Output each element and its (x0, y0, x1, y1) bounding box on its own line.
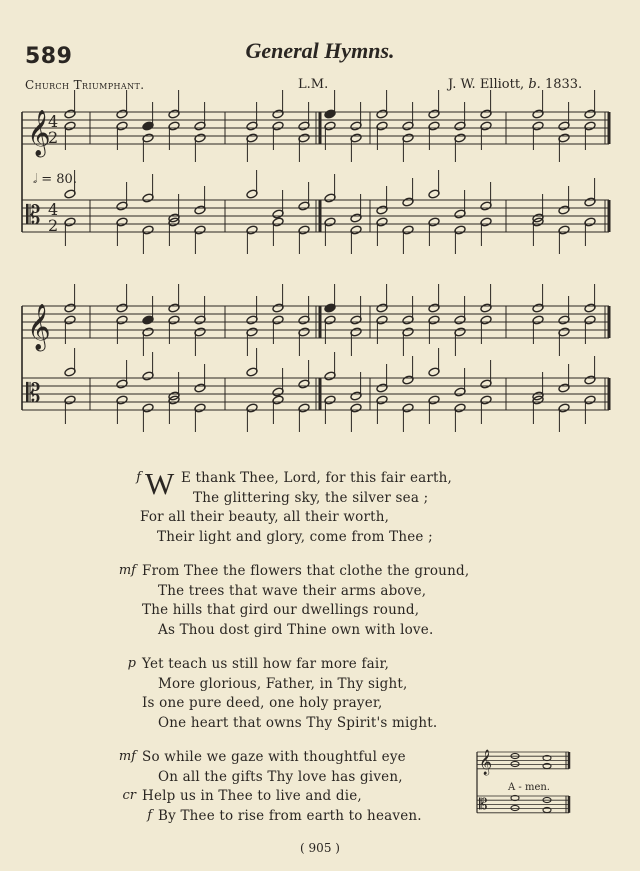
amen-treble-clef-icon: 𝄞 (479, 750, 493, 775)
verse-line: From Thee the flowers that clothe the ground, (142, 563, 470, 579)
tempo-mark: 𝅗𝅥 = 80. (33, 172, 77, 187)
verse-line: The trees that wave their arms above, (158, 582, 427, 599)
dynamic-marking: cr (122, 788, 136, 803)
section-title: General Hymns. (245, 38, 395, 63)
verse-line: E thank Thee, Lord, for this fair earth, (181, 470, 453, 486)
verse-line: The glittering sky, the silver sea ; (193, 489, 429, 506)
amen-note-head (543, 807, 551, 812)
verse-line: Their light and glory, come from Thee ; (157, 528, 433, 545)
amen-note-head (543, 763, 551, 768)
composer-birth-year: 1833. (544, 77, 583, 92)
verse-line: Is one pure deed, one holy prayer, (142, 695, 383, 711)
tune-name: Church Triumphant. (25, 78, 145, 92)
verse-line: More glorious, Father, in Thy sight, (158, 675, 408, 692)
amen-note-head (511, 761, 519, 766)
dynamic-marking: f (136, 470, 141, 485)
time-signature-top: 4 (48, 112, 59, 131)
bass-clef-icon: 𝄡 (26, 201, 41, 231)
meter: L.M. (298, 77, 329, 92)
treble-clef-icon: 𝄞 (27, 110, 51, 156)
verse-line: The hills that gird our dwellings round, (142, 602, 420, 618)
verse-line: Yet teach us still how far more fair, (142, 656, 390, 672)
dynamic-marking: mf (118, 749, 136, 764)
amen-bass-clef-icon: 𝄡 (479, 795, 488, 813)
treble-clef-icon: 𝄞 (27, 304, 51, 350)
dynamic-marking: p (127, 656, 136, 671)
verse-line: One heart that owns Thy Spirit's might. (158, 714, 438, 731)
amen-label: A - men. (508, 782, 550, 793)
verse-line: Help us in Thee to live and die, (142, 788, 362, 804)
verse-line: So while we gaze with thoughtful eye (142, 749, 406, 765)
composer-birth-prefix: b. (528, 77, 541, 92)
verse-line: On all the gifts Thy love has given, (158, 768, 403, 785)
composer-name: J. W. Elliott, (448, 77, 525, 92)
drop-cap: W (145, 466, 175, 501)
page-number: ( 905 ) (300, 841, 340, 855)
verse-line: As Thou dost gird Thine own with love. (158, 621, 434, 638)
bass-clef-icon: 𝄡 (26, 379, 41, 409)
dynamic-marking: mf (118, 563, 136, 578)
verse-line: By Thee to rise from earth to heaven. (158, 808, 422, 824)
time-signature-bottom: 2 (48, 128, 59, 147)
hymn-number: 589 (25, 44, 73, 69)
time-signature-top: 4 (48, 200, 59, 219)
amen-note-head (511, 805, 519, 810)
time-signature-bottom: 2 (48, 216, 59, 235)
dynamic-marking: f (147, 808, 152, 823)
verse-line: For all their beauty, all their worth, (140, 509, 390, 525)
